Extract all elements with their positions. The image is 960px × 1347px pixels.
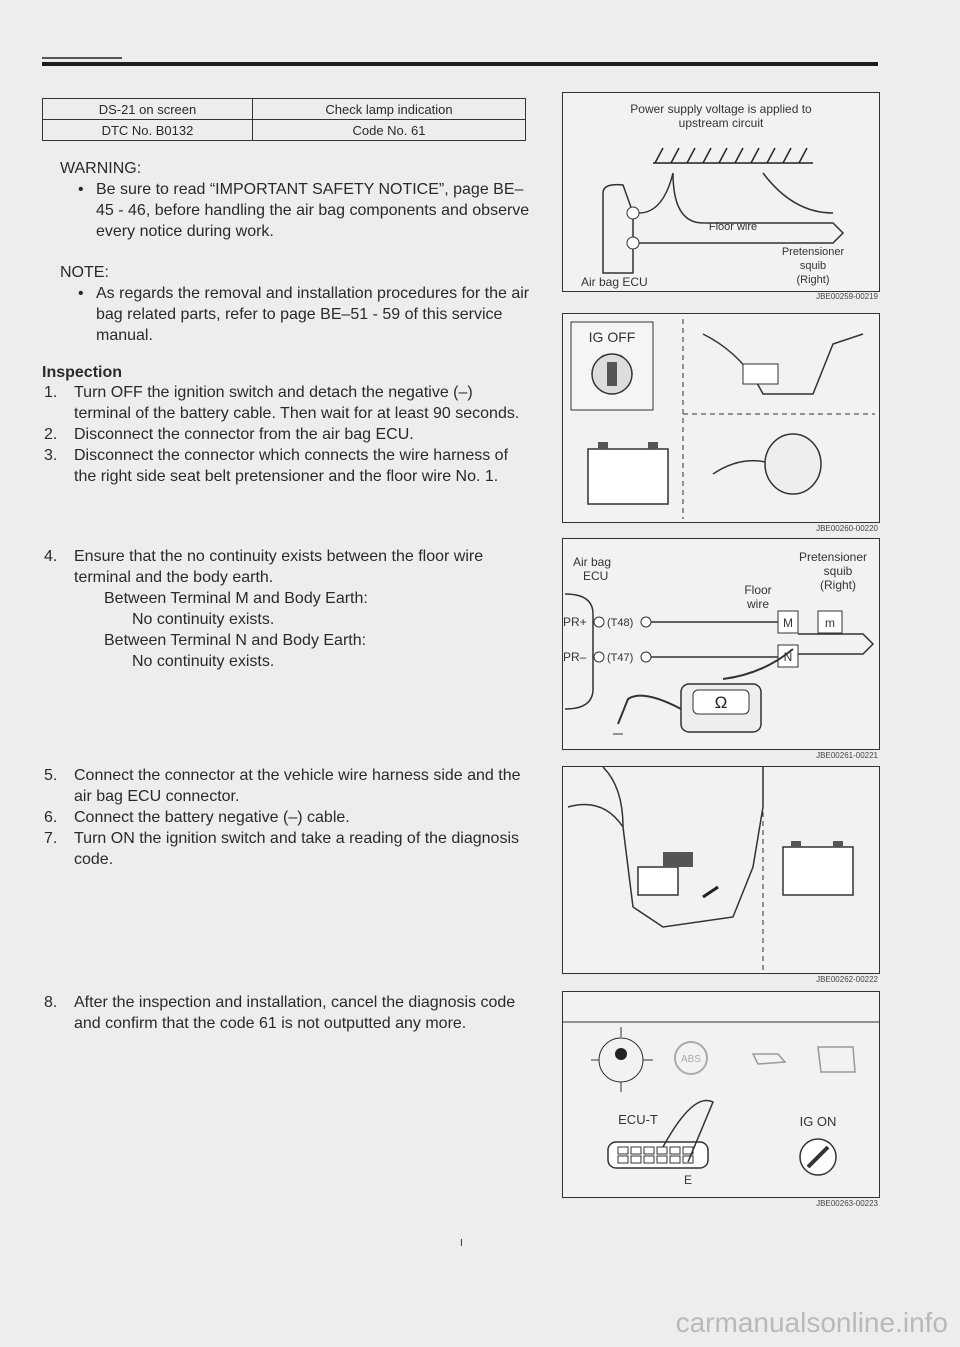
note-text: • As regards the removal and installation procedures for the air bag related parts, refer to page BE–51 - 59 of this service manual. — [56, 283, 530, 346]
battery-terminal — [648, 442, 658, 449]
diagnosis-connector — [608, 1142, 708, 1168]
fig3-ecu: ECU — [583, 569, 609, 583]
terminal-circle — [641, 617, 651, 627]
fig5-e: E — [683, 1173, 693, 1187]
figure-power-supply-drawing — [563, 93, 879, 291]
terminal-circle — [594, 617, 604, 627]
oil-lamp-icon — [753, 1054, 785, 1064]
battery-terminal — [833, 841, 843, 847]
ig-off-label: IG OFF — [588, 329, 636, 345]
connector-circle — [627, 237, 639, 249]
battery-icon — [783, 847, 853, 895]
fig4-code: JBE00262-00222 — [816, 975, 878, 984]
figure-reconnect-drawing — [563, 767, 879, 973]
fig1-pretensioner: Pretensioner — [781, 246, 845, 258]
battery-terminal — [598, 442, 608, 449]
lamp-occupant — [615, 1048, 627, 1060]
fig3-ohm: Ω — [714, 693, 728, 712]
fig3-m-small: m — [825, 616, 835, 630]
steps-1-3 — [44, 382, 530, 487]
figure-power-supply — [562, 92, 880, 292]
fig1-title-line2: upstream circuit — [678, 116, 764, 130]
fig2-code: JBE00260-00220 — [816, 524, 878, 533]
step-item: 3. Disconnect the connector which connects the wire harness of the right side seat belt pretensioner and the floor wire No. 1. — [44, 447, 509, 485]
note-block — [60, 262, 530, 346]
table-cell: Code No. 61 — [252, 120, 525, 141]
fig1-squib: squib — [799, 260, 827, 272]
dtc-table — [42, 98, 526, 141]
step-item: 4. Ensure that the no continuity exists between the floor wire terminal and the body earth. — [44, 548, 484, 586]
connector-circle — [627, 207, 639, 219]
check-n-label: Between Terminal N and Body Earth: — [104, 632, 367, 649]
figure-cancel-code — [562, 991, 880, 1198]
ecu-icon — [638, 867, 678, 895]
check-m-label: Between Terminal M and Body Earth: — [104, 590, 368, 607]
fig1-title-line1: Power supply voltage is applied to — [630, 102, 812, 116]
step-item: 5. Connect the connector at the vehicle wire harness side and the air bag ECU connector. — [44, 767, 521, 805]
figure-ig-off-drawing — [563, 314, 879, 522]
battery-terminal — [791, 841, 801, 847]
terminal-circle — [594, 652, 604, 662]
step-4 — [44, 546, 530, 672]
steps-5-7 — [44, 765, 530, 870]
fig3-m: M — [783, 616, 793, 630]
fig3-right: (Right) — [819, 578, 857, 592]
watermark: carmanualsonline.info — [675, 1307, 948, 1338]
fig3-pr-minus: PR– — [563, 650, 587, 664]
console-outline — [568, 767, 763, 927]
step-item: 6. Connect the battery negative (–) cable. — [44, 809, 350, 826]
fig3-wire: wire — [746, 597, 770, 611]
check-m-result: No continuity exists. — [132, 611, 275, 628]
header-rule-short — [42, 57, 122, 59]
shifter-outline — [603, 767, 623, 827]
warning-heading: WARNING: — [60, 160, 142, 177]
battery-icon — [588, 449, 668, 504]
header-rule — [42, 62, 878, 66]
squib-outline — [798, 634, 873, 654]
figure-cancel-drawing — [563, 992, 879, 1197]
fig3-floor: Floor — [744, 583, 772, 597]
step-item: 7. Turn ON the ignition switch and take a reading of the diagnosis code. — [44, 830, 519, 868]
key-slot — [607, 362, 617, 386]
step-item: 8. After the inspection and installation, cancel the diagnosis code and confirm that the code 61 is not outputted any more. — [44, 994, 516, 1032]
fig5-abs: ABS — [680, 1054, 702, 1065]
terminal-circle — [641, 652, 651, 662]
fig1-right: (Right) — [796, 274, 830, 286]
arrow-icon — [703, 887, 718, 897]
fig3-air-bag: Air bag — [573, 555, 612, 569]
fig1-code: JBE00259-00219 — [816, 292, 878, 301]
fig3-code: JBE00261-00221 — [816, 751, 878, 760]
figure-continuity-check — [562, 538, 880, 750]
table-cell: DTC No. B0132 — [43, 120, 253, 141]
fig1-floor-wire: Floor wire — [708, 221, 758, 233]
fig5-ig-on: IG ON — [799, 1114, 837, 1129]
fig3-squib: squib — [823, 564, 853, 578]
check-n-result: No continuity exists. — [132, 653, 275, 670]
connector-icon — [663, 852, 693, 867]
figure-continuity-drawing — [563, 539, 879, 749]
fig3-n: N — [783, 650, 793, 664]
table-cell: DS-21 on screen — [43, 99, 253, 120]
warning-block — [60, 158, 530, 242]
step-item: 1. Turn OFF the ignition switch and detach the negative (–) terminal of the battery cable. Then wait for at least 90 seconds. — [44, 384, 520, 422]
fig5-code: JBE00263-00223 — [816, 1199, 878, 1208]
table-cell: Check lamp indication — [252, 99, 525, 120]
engine-lamp-icon — [818, 1047, 855, 1072]
note-heading: NOTE: — [60, 264, 109, 281]
warning-text: • Be sure to read “IMPORTANT SAFETY NOTICE”, page BE–45 - 46, before handling the air bag components and observe every notice during work. — [56, 179, 530, 242]
step-8 — [44, 992, 530, 1034]
pretensioner-icon — [765, 434, 821, 494]
connector-icon — [743, 364, 778, 384]
fig3-t48: (T48) — [607, 617, 634, 629]
step-item: 2. Disconnect the connector from the air bag ECU. — [44, 426, 414, 443]
console-outline — [703, 334, 863, 394]
cable-path — [713, 461, 773, 474]
fig3-pretensioner: Pretensioner — [798, 550, 868, 564]
figure-ig-off — [562, 313, 880, 523]
ecu-outline — [603, 185, 633, 273]
inspection-heading: Inspection — [42, 364, 123, 381]
hatch-ground — [653, 148, 813, 163]
fig3-pr-plus: PR+ — [563, 615, 587, 629]
figure-reconnect — [562, 766, 880, 974]
probe-lead-ground — [618, 696, 681, 724]
fig3-t47: (T47) — [607, 652, 634, 664]
page-mark: I — [460, 1238, 463, 1249]
fig1-ecu: Air bag ECU — [581, 275, 648, 289]
fig5-ecu-t: ECU-T — [618, 1112, 658, 1127]
wire-path — [763, 173, 833, 213]
